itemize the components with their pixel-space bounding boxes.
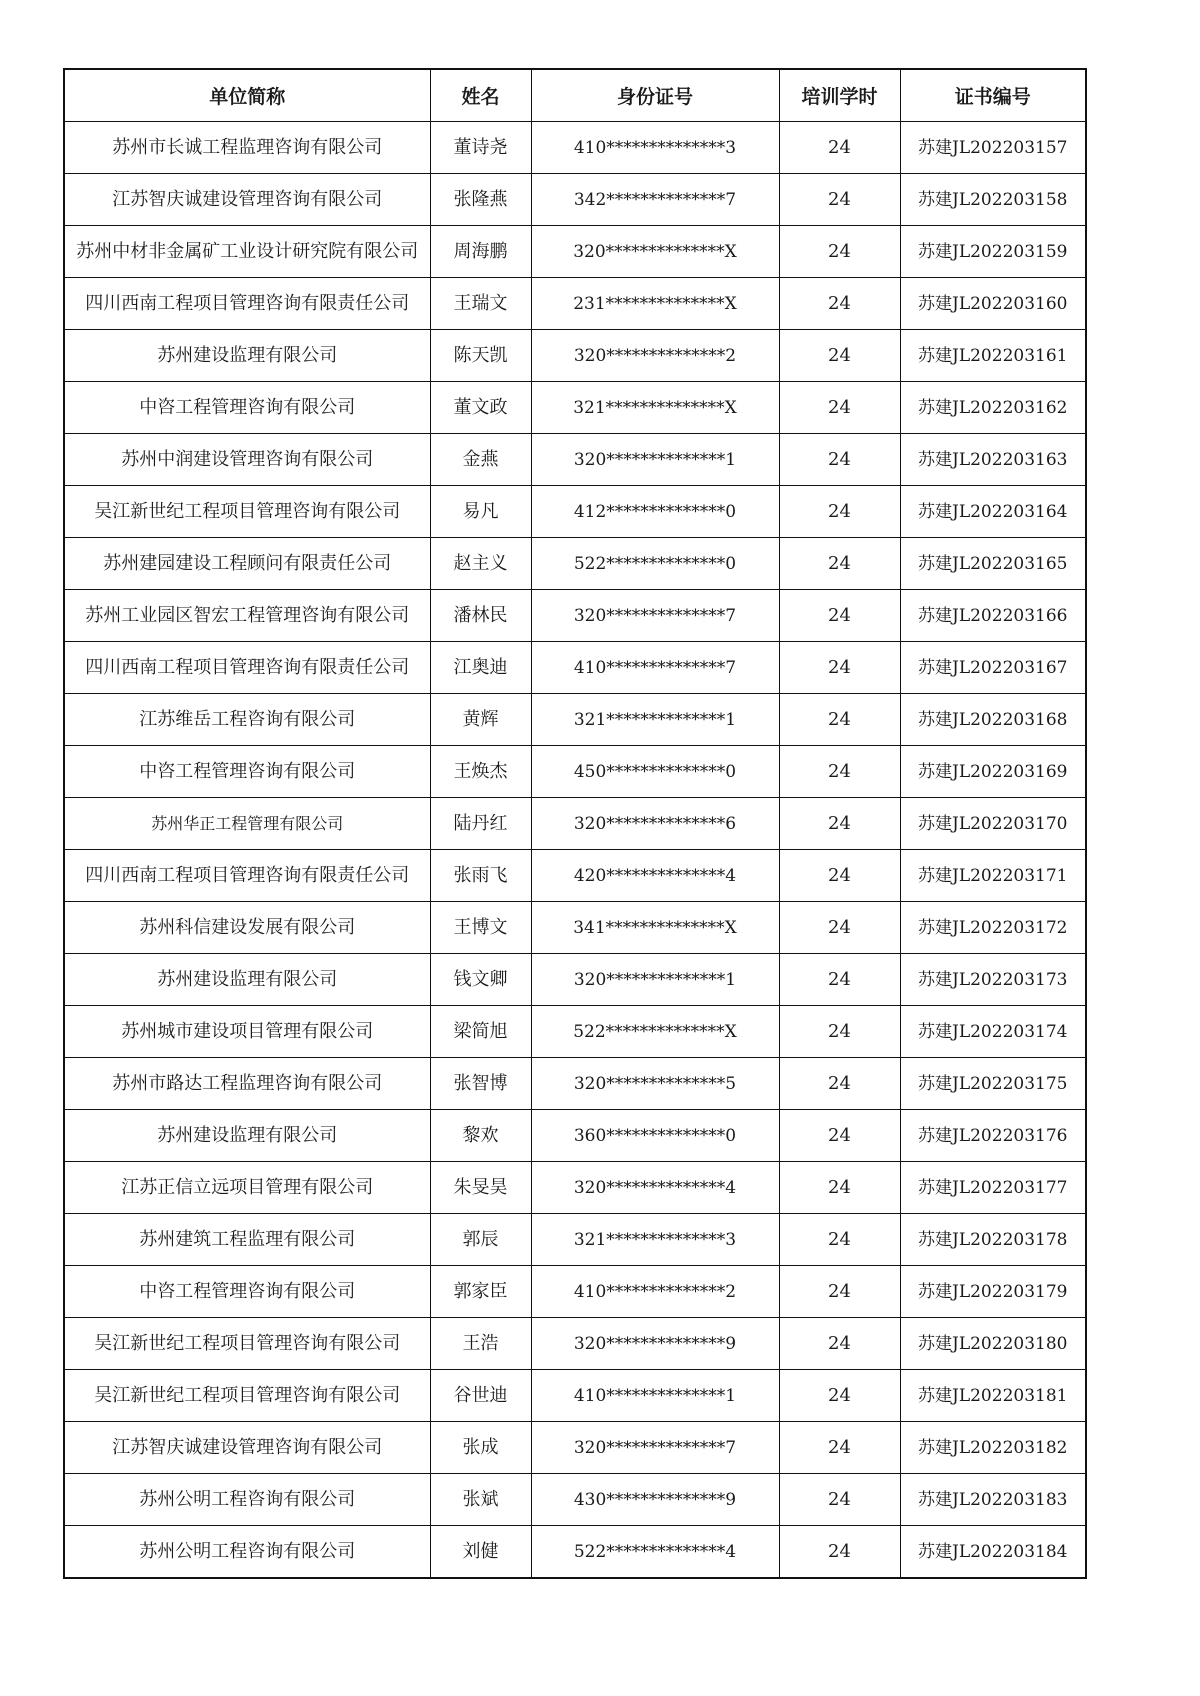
training-hours-cell: 24 xyxy=(779,850,900,902)
id-number-cell: 342**************7 xyxy=(531,174,779,226)
training-hours-cell: 24 xyxy=(779,746,900,798)
certificate-number-cell: 苏建JL202203160 xyxy=(900,278,1086,330)
training-hours-cell: 24 xyxy=(779,1266,900,1318)
header-unit: 单位简称 xyxy=(64,69,430,122)
certificate-number-cell: 苏建JL202203158 xyxy=(900,174,1086,226)
certificate-number-cell: 苏建JL202203167 xyxy=(900,642,1086,694)
table-row xyxy=(64,1214,1086,1266)
header-training-hours: 培训学时 xyxy=(779,69,900,122)
unit-cell: 江苏智庆诚建设管理咨询有限公司 xyxy=(64,174,430,226)
certificate-number-cell: 苏建JL202203182 xyxy=(900,1422,1086,1474)
training-hours-cell: 24 xyxy=(779,226,900,278)
name-cell: 张智博 xyxy=(430,1058,531,1110)
table-row xyxy=(64,538,1086,590)
table-body xyxy=(64,122,1086,1579)
header-row xyxy=(64,69,1086,122)
id-number-cell: 320**************9 xyxy=(531,1318,779,1370)
table-row xyxy=(64,1110,1086,1162)
id-number-cell: 320**************1 xyxy=(531,954,779,1006)
header-name: 姓名 xyxy=(430,69,531,122)
unit-cell: 苏州中材非金属矿工业设计研究院有限公司 xyxy=(64,226,430,278)
id-number-cell: 321**************X xyxy=(531,382,779,434)
certificate-number-cell: 苏建JL202203181 xyxy=(900,1370,1086,1422)
table-row xyxy=(64,1318,1086,1370)
id-number-cell: 320**************7 xyxy=(531,590,779,642)
unit-cell: 苏州工业园区智宏工程管理咨询有限公司 xyxy=(64,590,430,642)
table-row xyxy=(64,590,1086,642)
name-cell: 王浩 xyxy=(430,1318,531,1370)
unit-cell: 苏州建设监理有限公司 xyxy=(64,954,430,1006)
certificate-number-cell: 苏建JL202203166 xyxy=(900,590,1086,642)
certificate-number-cell: 苏建JL202203176 xyxy=(900,1110,1086,1162)
table-row xyxy=(64,1162,1086,1214)
table-row xyxy=(64,382,1086,434)
table-row xyxy=(64,278,1086,330)
id-number-cell: 320**************7 xyxy=(531,1422,779,1474)
name-cell: 陆丹红 xyxy=(430,798,531,850)
certificate-number-cell: 苏建JL202203175 xyxy=(900,1058,1086,1110)
id-number-cell: 341**************X xyxy=(531,902,779,954)
training-hours-cell: 24 xyxy=(779,122,900,174)
id-number-cell: 320**************5 xyxy=(531,1058,779,1110)
unit-cell: 苏州华正工程管理有限公司 xyxy=(64,798,430,850)
certificate-number-cell: 苏建JL202203171 xyxy=(900,850,1086,902)
unit-cell: 苏州科信建设发展有限公司 xyxy=(64,902,430,954)
table-row xyxy=(64,694,1086,746)
id-number-cell: 430**************9 xyxy=(531,1474,779,1526)
certificate-number-cell: 苏建JL202203163 xyxy=(900,434,1086,486)
name-cell: 黄辉 xyxy=(430,694,531,746)
certificate-number-cell: 苏建JL202203177 xyxy=(900,1162,1086,1214)
id-number-cell: 320**************6 xyxy=(531,798,779,850)
certificate-number-cell: 苏建JL202203183 xyxy=(900,1474,1086,1526)
table-row xyxy=(64,850,1086,902)
name-cell: 朱旻昊 xyxy=(430,1162,531,1214)
training-hours-cell: 24 xyxy=(779,1058,900,1110)
id-number-cell: 321**************1 xyxy=(531,694,779,746)
unit-cell: 苏州建设监理有限公司 xyxy=(64,1110,430,1162)
training-hours-cell: 24 xyxy=(779,1526,900,1579)
name-cell: 张雨飞 xyxy=(430,850,531,902)
training-hours-cell: 24 xyxy=(779,174,900,226)
training-hours-cell: 24 xyxy=(779,798,900,850)
table-row xyxy=(64,1474,1086,1526)
unit-cell: 江苏维岳工程咨询有限公司 xyxy=(64,694,430,746)
unit-cell: 吴江新世纪工程项目管理咨询有限公司 xyxy=(64,1370,430,1422)
id-number-cell: 410**************3 xyxy=(531,122,779,174)
name-cell: 陈天凯 xyxy=(430,330,531,382)
unit-cell: 江苏正信立远项目管理有限公司 xyxy=(64,1162,430,1214)
name-cell: 王博文 xyxy=(430,902,531,954)
training-hours-cell: 24 xyxy=(779,382,900,434)
header-id-number: 身份证号 xyxy=(531,69,779,122)
id-number-cell: 360**************0 xyxy=(531,1110,779,1162)
id-number-cell: 320**************2 xyxy=(531,330,779,382)
table-row xyxy=(64,174,1086,226)
id-number-cell: 320**************4 xyxy=(531,1162,779,1214)
id-number-cell: 522**************X xyxy=(531,1006,779,1058)
unit-cell: 吴江新世纪工程项目管理咨询有限公司 xyxy=(64,1318,430,1370)
table-row xyxy=(64,1266,1086,1318)
table-row xyxy=(64,746,1086,798)
certificate-number-cell: 苏建JL202203165 xyxy=(900,538,1086,590)
table-row xyxy=(64,226,1086,278)
table-row xyxy=(64,1058,1086,1110)
certificate-number-cell: 苏建JL202203178 xyxy=(900,1214,1086,1266)
name-cell: 梁简旭 xyxy=(430,1006,531,1058)
id-number-cell: 522**************4 xyxy=(531,1526,779,1579)
name-cell: 易凡 xyxy=(430,486,531,538)
name-cell: 金燕 xyxy=(430,434,531,486)
table-row xyxy=(64,954,1086,1006)
unit-cell: 苏州建设监理有限公司 xyxy=(64,330,430,382)
name-cell: 刘健 xyxy=(430,1526,531,1579)
certificate-number-cell: 苏建JL202203157 xyxy=(900,122,1086,174)
name-cell: 赵主义 xyxy=(430,538,531,590)
certificate-number-cell: 苏建JL202203168 xyxy=(900,694,1086,746)
certificate-number-cell: 苏建JL202203162 xyxy=(900,382,1086,434)
name-cell: 董诗尧 xyxy=(430,122,531,174)
certificate-number-cell: 苏建JL202203161 xyxy=(900,330,1086,382)
table-row xyxy=(64,330,1086,382)
name-cell: 张成 xyxy=(430,1422,531,1474)
header-certificate-number: 证书编号 xyxy=(900,69,1086,122)
name-cell: 江奥迪 xyxy=(430,642,531,694)
table-row xyxy=(64,1422,1086,1474)
certificate-number-cell: 苏建JL202203184 xyxy=(900,1526,1086,1579)
name-cell: 钱文卿 xyxy=(430,954,531,1006)
table-row xyxy=(64,1526,1086,1579)
training-hours-cell: 24 xyxy=(779,1110,900,1162)
id-number-cell: 410**************2 xyxy=(531,1266,779,1318)
training-hours-cell: 24 xyxy=(779,1422,900,1474)
id-number-cell: 450**************0 xyxy=(531,746,779,798)
certificate-number-cell: 苏建JL202203180 xyxy=(900,1318,1086,1370)
id-number-cell: 412**************0 xyxy=(531,486,779,538)
name-cell: 王瑞文 xyxy=(430,278,531,330)
table-row xyxy=(64,122,1086,174)
training-hours-cell: 24 xyxy=(779,1370,900,1422)
id-number-cell: 231**************X xyxy=(531,278,779,330)
table-row xyxy=(64,1006,1086,1058)
name-cell: 董文政 xyxy=(430,382,531,434)
unit-cell: 四川西南工程项目管理咨询有限责任公司 xyxy=(64,278,430,330)
table-row xyxy=(64,798,1086,850)
table-row xyxy=(64,486,1086,538)
certificate-number-cell: 苏建JL202203170 xyxy=(900,798,1086,850)
name-cell: 谷世迪 xyxy=(430,1370,531,1422)
unit-cell: 苏州公明工程咨询有限公司 xyxy=(64,1526,430,1579)
unit-cell: 四川西南工程项目管理咨询有限责任公司 xyxy=(64,642,430,694)
name-cell: 王焕杰 xyxy=(430,746,531,798)
training-hours-cell: 24 xyxy=(779,538,900,590)
training-hours-cell: 24 xyxy=(779,954,900,1006)
unit-cell: 吴江新世纪工程项目管理咨询有限公司 xyxy=(64,486,430,538)
training-hours-cell: 24 xyxy=(779,1214,900,1266)
training-hours-cell: 24 xyxy=(779,642,900,694)
name-cell: 张隆燕 xyxy=(430,174,531,226)
name-cell: 郭家臣 xyxy=(430,1266,531,1318)
certificate-number-cell: 苏建JL202203173 xyxy=(900,954,1086,1006)
table-row xyxy=(64,1370,1086,1422)
id-number-cell: 320**************X xyxy=(531,226,779,278)
table-row xyxy=(64,434,1086,486)
training-hours-cell: 24 xyxy=(779,902,900,954)
unit-cell: 苏州建筑工程监理有限公司 xyxy=(64,1214,430,1266)
unit-cell: 四川西南工程项目管理咨询有限责任公司 xyxy=(64,850,430,902)
certificate-number-cell: 苏建JL202203169 xyxy=(900,746,1086,798)
training-hours-cell: 24 xyxy=(779,1006,900,1058)
name-cell: 黎欢 xyxy=(430,1110,531,1162)
name-cell: 潘林民 xyxy=(430,590,531,642)
id-number-cell: 522**************0 xyxy=(531,538,779,590)
training-hours-cell: 24 xyxy=(779,486,900,538)
name-cell: 周海鹏 xyxy=(430,226,531,278)
unit-cell: 中咨工程管理咨询有限公司 xyxy=(64,1266,430,1318)
name-cell: 张斌 xyxy=(430,1474,531,1526)
certificate-number-cell: 苏建JL202203159 xyxy=(900,226,1086,278)
training-hours-cell: 24 xyxy=(779,330,900,382)
training-hours-cell: 24 xyxy=(779,278,900,330)
table-row xyxy=(64,902,1086,954)
id-number-cell: 321**************3 xyxy=(531,1214,779,1266)
id-number-cell: 410**************1 xyxy=(531,1370,779,1422)
certificate-number-cell: 苏建JL202203179 xyxy=(900,1266,1086,1318)
training-roster-table xyxy=(63,68,1087,1579)
training-hours-cell: 24 xyxy=(779,590,900,642)
id-number-cell: 420**************4 xyxy=(531,850,779,902)
unit-cell: 苏州中润建设管理咨询有限公司 xyxy=(64,434,430,486)
certificate-number-cell: 苏建JL202203164 xyxy=(900,486,1086,538)
unit-cell: 苏州市路达工程监理咨询有限公司 xyxy=(64,1058,430,1110)
unit-cell: 江苏智庆诚建设管理咨询有限公司 xyxy=(64,1422,430,1474)
unit-cell: 苏州城市建设项目管理有限公司 xyxy=(64,1006,430,1058)
training-hours-cell: 24 xyxy=(779,1318,900,1370)
name-cell: 郭辰 xyxy=(430,1214,531,1266)
unit-cell: 苏州建园建设工程顾问有限责任公司 xyxy=(64,538,430,590)
training-hours-cell: 24 xyxy=(779,1162,900,1214)
unit-cell: 苏州市长诚工程监理咨询有限公司 xyxy=(64,122,430,174)
id-number-cell: 410**************7 xyxy=(531,642,779,694)
unit-cell: 苏州公明工程咨询有限公司 xyxy=(64,1474,430,1526)
table-row xyxy=(64,642,1086,694)
id-number-cell: 320**************1 xyxy=(531,434,779,486)
training-hours-cell: 24 xyxy=(779,1474,900,1526)
certificate-number-cell: 苏建JL202203172 xyxy=(900,902,1086,954)
training-hours-cell: 24 xyxy=(779,434,900,486)
unit-cell: 中咨工程管理咨询有限公司 xyxy=(64,382,430,434)
unit-cell: 中咨工程管理咨询有限公司 xyxy=(64,746,430,798)
training-hours-cell: 24 xyxy=(779,694,900,746)
certificate-number-cell: 苏建JL202203174 xyxy=(900,1006,1086,1058)
